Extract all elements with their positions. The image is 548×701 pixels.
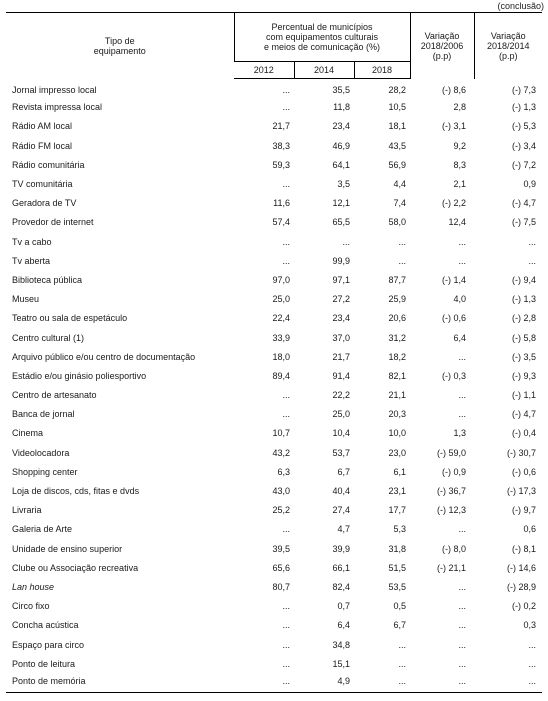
cell-var-2018-2014: (-) 0,2 — [512, 601, 537, 612]
cell-var-2018-2006: 4,0 — [453, 294, 467, 305]
cell-2012: ... — [234, 673, 294, 692]
cell-var-2018-2014: (-) 5,3 — [512, 121, 537, 132]
cell-var-2018-2014: (-) 7,5 — [512, 217, 537, 228]
cell-2012: 22,4 — [272, 313, 290, 324]
row-label: Livraria — [12, 505, 42, 516]
header-var1-line2: 2018/2006 — [420, 40, 464, 51]
cell-var-2018-2014: ... — [528, 639, 537, 650]
cell-var-2018-2014: 0,3 — [523, 620, 537, 631]
row-label: Loja de discos, cds, fitas e dvds — [12, 486, 140, 497]
conclusao-note: (conclusão) — [497, 1, 544, 11]
cell-var-2018-2006: ... — [458, 601, 467, 612]
table-row — [6, 654, 542, 673]
cell-2014: 27,2 — [332, 294, 350, 305]
cell-2018: 7,4 — [393, 198, 407, 209]
cell-var-2018-2006: 1,3 — [453, 428, 467, 439]
cell-var-2018-2006: (-) 8,0 — [442, 543, 467, 554]
cell-2018: 0,5 — [393, 601, 407, 612]
cell-var-2018-2014: (-) 3,5 — [512, 351, 537, 362]
cell-2014: 40,4 — [332, 486, 350, 497]
cell-var-2018-2014: (-) 17,3 — [507, 486, 537, 497]
row-label: Cinema — [12, 428, 44, 439]
table-row — [6, 309, 542, 328]
cell-2018: 43,5 — [388, 140, 407, 151]
table-row — [6, 290, 542, 309]
cell-2014: 46,9 — [332, 140, 350, 151]
header-group — [234, 13, 410, 62]
table-row — [6, 501, 542, 520]
cell-2018: 58,0 — [388, 217, 407, 228]
cell-var-2018-2014: (-) 3,4 — [512, 140, 537, 151]
cell-2014: 66,1 — [332, 562, 350, 573]
cell-2014: 10,4 — [332, 428, 350, 439]
cell-2018: ... — [398, 236, 407, 247]
cell-var-2018-2006: 2,8 — [453, 102, 467, 113]
cell-var-2018-2006: ... — [458, 255, 467, 266]
cell-var-2018-2006: ... — [458, 236, 467, 247]
cell-2012: 25,0 — [272, 294, 290, 305]
table-row — [6, 539, 542, 558]
cell-var-2018-2014: (-) 2,8 — [512, 313, 537, 324]
cell-var-2018-2014: (-) 5,8 — [512, 332, 537, 343]
cell-var-2018-2006: (-) 21,1 — [437, 562, 467, 573]
table-row — [6, 136, 542, 155]
cell-2012: 6,3 — [277, 466, 290, 477]
table-row — [6, 251, 542, 270]
cell-2018: 6,7 — [393, 620, 407, 631]
cell-var-2018-2006: 9,2 — [453, 140, 467, 151]
cell-2012: 11,6 — [273, 198, 290, 209]
header-var1-line1: Variação — [424, 30, 460, 41]
table-row — [6, 174, 542, 193]
row-label: Banca de jornal — [12, 409, 75, 420]
row-label: Estádio e/ou ginásio poliesportivo — [12, 370, 147, 381]
cell-var-2018-2014: (-) 1,3 — [512, 294, 537, 305]
cell-2018: 10,0 — [388, 428, 407, 439]
cell-var-2018-2014: (-) 8,1 — [512, 543, 537, 554]
cell-var-2018-2014: (-) 9,4 — [512, 274, 537, 285]
cell-var-2018-2014: ... — [528, 658, 537, 669]
cell-var-2018-2006: ... — [458, 524, 467, 535]
header-tipo — [6, 13, 234, 79]
cell-2014: 34,8 — [332, 639, 350, 650]
row-label: Clube ou Associação recreativa — [12, 562, 139, 573]
cell-2018: 31,2 — [388, 332, 407, 343]
cell-var-2018-2006: (-) 36,7 — [437, 486, 467, 497]
cell-2018: 17,7 — [388, 505, 407, 516]
cell-var-2018-2006: (-) 0,3 — [442, 370, 467, 381]
row-label: Jornal impresso local — [12, 85, 97, 96]
row-label: Biblioteca pública — [12, 274, 83, 285]
table-row — [6, 347, 542, 366]
cell-2018: ... — [354, 673, 410, 692]
cell-2014: 3,5 — [337, 179, 350, 190]
cell-var-2018-2006: (-) 2,2 — [442, 198, 467, 209]
cell-2012: 65,6 — [272, 562, 290, 573]
table-row — [6, 366, 542, 385]
row-label: Rádio comunitária — [12, 159, 85, 170]
table-row — [6, 577, 542, 596]
cell-2014: 25,0 — [332, 409, 350, 420]
table-row — [6, 673, 542, 692]
table-row — [6, 481, 542, 500]
cell-2012: 25,2 — [272, 505, 290, 516]
row-label: Unidade de ensino superior — [12, 543, 123, 554]
cell-var-2018-2014: (-) 28,9 — [507, 581, 537, 592]
cell-2012: 18,0 — [272, 351, 290, 362]
table-row — [6, 79, 542, 98]
cell-var-2018-2014: (-) 9,3 — [512, 370, 537, 381]
row-label: Circo fixo — [12, 601, 50, 612]
cell-2018: 82,1 — [388, 370, 407, 381]
table-row — [6, 213, 542, 232]
cell-var-2018-2014: ... — [528, 236, 537, 247]
cell-2012: 43,0 — [272, 486, 290, 497]
cell-var-2018-2014: (-) 14,6 — [507, 562, 537, 573]
table-row — [6, 155, 542, 174]
row-label: Shopping center — [12, 466, 78, 477]
table-row — [6, 597, 542, 616]
header-var2-line1: Variação — [490, 30, 526, 41]
table-row — [6, 424, 542, 443]
cell-2012: 33,9 — [272, 332, 290, 343]
header-tipo-line1: Tipo de — [104, 35, 135, 46]
cell-2014: 22,2 — [332, 390, 350, 401]
cell-var-2018-2014: (-) 4,7 — [512, 198, 537, 209]
row-label: Revista impressa local — [12, 102, 103, 113]
cell-2018: 25,9 — [388, 294, 407, 305]
cell-2012: ... — [282, 601, 290, 612]
row-label: Provedor de internet — [12, 217, 94, 228]
table-row — [6, 98, 542, 117]
cell-var-2018-2006: ... — [458, 351, 467, 362]
row-label: Concha acústica — [12, 620, 79, 631]
cell-2014: 27,4 — [332, 505, 350, 516]
cell-2012: 89,4 — [272, 370, 290, 381]
cell-var-2018-2006: ... — [410, 673, 474, 692]
cell-var-2018-2014: (-) 7,3 — [512, 85, 537, 96]
cell-2018: 51,5 — [388, 562, 407, 573]
cell-2014: 23,4 — [332, 313, 350, 324]
cell-2014: 91,4 — [332, 370, 350, 381]
cell-2014: 21,7 — [332, 351, 350, 362]
cell-var-2018-2014: (-) 1,3 — [512, 102, 537, 113]
cell-2018: 21,1 — [388, 390, 407, 401]
row-label: Rádio AM local — [12, 121, 73, 132]
cell-2012: 38,3 — [272, 140, 290, 151]
cell-2014: 6,7 — [337, 466, 350, 477]
cell-2014: 64,1 — [332, 159, 350, 170]
cell-var-2018-2014: (-) 4,7 — [512, 409, 537, 420]
table-row — [6, 270, 542, 289]
cell-var-2018-2014: (-) 9,7 — [512, 505, 537, 516]
cell-var-2018-2006: 8,3 — [453, 159, 467, 170]
cell-2012: 21,7 — [272, 121, 290, 132]
row-label: Lan house — [12, 581, 55, 592]
cell-2012: ... — [282, 639, 290, 650]
cell-2018: 31,8 — [388, 543, 407, 554]
cell-2014: 99,9 — [332, 255, 350, 266]
cell-var-2018-2006: ... — [458, 390, 467, 401]
table-row — [6, 443, 542, 462]
cell-2012: 39,5 — [272, 543, 290, 554]
table-row — [6, 635, 542, 654]
cell-2018: 20,3 — [388, 409, 407, 420]
cell-2014: 0,7 — [337, 601, 350, 612]
cell-2014: 4,9 — [294, 673, 354, 692]
cell-2012: ... — [282, 179, 290, 190]
cell-2014: 12,1 — [332, 198, 350, 209]
table-row — [6, 462, 542, 481]
cell-var-2018-2006: 12,4 — [448, 217, 467, 228]
cell-2014: 4,7 — [337, 524, 350, 535]
header-var-2018-2006 — [410, 13, 474, 79]
cell-2012: ... — [282, 236, 290, 247]
header-group-line2: com equipamentos culturais — [265, 32, 379, 42]
cell-2018: 23,1 — [388, 486, 407, 497]
cell-2014: 11,8 — [333, 102, 350, 113]
cell-2012: ... — [282, 255, 290, 266]
cell-2014: 37,0 — [332, 332, 350, 343]
row-label: Centro de artesanato — [12, 390, 97, 401]
cell-var-2018-2006: (-) 12,3 — [437, 505, 467, 516]
cell-var-2018-2006: (-) 0,9 — [442, 466, 467, 477]
cell-var-2018-2006: (-) 8,6 — [442, 85, 467, 96]
table-row — [6, 558, 542, 577]
cell-2014: 6,4 — [337, 620, 350, 631]
cell-2018: 10,5 — [388, 102, 407, 113]
cell-2012: ... — [282, 620, 290, 631]
table-row — [6, 616, 542, 635]
cell-2018: 28,2 — [388, 85, 407, 96]
table-row — [6, 328, 542, 347]
cell-2014: 15,1 — [332, 658, 350, 669]
row-label: Teatro ou sala de espetáculo — [12, 313, 128, 324]
table-body — [6, 79, 542, 693]
cell-2014: 53,7 — [332, 447, 350, 458]
row-label: TV comunitária — [12, 179, 73, 190]
row-label: Tv a cabo — [12, 236, 52, 247]
header-group-line1: Percentual de municípios — [271, 22, 373, 32]
row-label: Ponto de leitura — [12, 658, 76, 669]
cell-2012: 43,2 — [272, 447, 290, 458]
cell-2012: 80,7 — [272, 581, 290, 592]
row-label: Ponto de memória — [6, 673, 234, 692]
cell-var-2018-2014: ... — [474, 673, 542, 692]
header-tipo-line2: equipamento — [93, 45, 146, 56]
cell-2014: ... — [342, 236, 350, 247]
cell-2018: ... — [398, 255, 407, 266]
cell-var-2018-2006: ... — [458, 620, 467, 631]
cell-2012: ... — [282, 409, 290, 420]
header-var1-line3: (p.p) — [432, 50, 452, 61]
cell-var-2018-2006: (-) 1,4 — [442, 274, 467, 285]
table-row — [6, 405, 542, 424]
cell-var-2018-2014: (-) 0,6 — [512, 466, 537, 477]
cell-2018: 87,7 — [388, 274, 407, 285]
header-year-2012: 2012 — [234, 62, 294, 79]
row-label: Espaço para circo — [12, 639, 85, 650]
header-group-line3: e meios de comunicação (%) — [263, 42, 381, 52]
cell-var-2018-2014: ... — [528, 255, 537, 266]
cell-2018: 6,1 — [393, 466, 407, 477]
header-year-2018: 2018 — [354, 62, 410, 79]
cell-2012: ... — [282, 102, 290, 113]
cell-2018: 4,4 — [393, 179, 407, 190]
cell-2012: 57,4 — [272, 217, 290, 228]
row-label: Galeria de Arte — [12, 524, 73, 535]
cell-var-2018-2006: ... — [458, 639, 467, 650]
cell-var-2018-2014: (-) 0,4 — [512, 428, 537, 439]
row-label: Centro cultural (1) — [12, 332, 85, 343]
cell-2012: 59,3 — [272, 159, 290, 170]
cell-var-2018-2014: (-) 1,1 — [512, 390, 537, 401]
cell-2014: 23,4 — [332, 121, 350, 132]
cell-var-2018-2014: 0,9 — [523, 179, 537, 190]
cell-2018: 18,1 — [388, 121, 407, 132]
cell-var-2018-2006: 2,1 — [453, 179, 467, 190]
cell-2012: ... — [282, 390, 290, 401]
row-label: Museu — [12, 294, 40, 305]
cell-var-2018-2006: ... — [458, 658, 467, 669]
cell-var-2018-2006: 6,4 — [453, 332, 467, 343]
cell-2012: ... — [282, 658, 290, 669]
cell-2014: 82,4 — [332, 581, 350, 592]
row-label: Arquivo público e/ou centro de documentação — [12, 351, 196, 362]
cell-2018: 56,9 — [388, 159, 407, 170]
cell-var-2018-2006: ... — [458, 581, 467, 592]
cell-2018: 23,0 — [388, 447, 407, 458]
cell-var-2018-2006: ... — [458, 409, 467, 420]
table-row — [6, 194, 542, 213]
cell-var-2018-2014: (-) 30,7 — [507, 447, 537, 458]
row-label: Tv aberta — [12, 255, 51, 266]
cell-var-2018-2006: (-) 59,0 — [437, 447, 467, 458]
header-var-2018-2014 — [474, 13, 542, 79]
cell-2018: ... — [398, 639, 407, 650]
cell-2014: 35,5 — [332, 85, 350, 96]
table-row — [6, 117, 542, 136]
cell-2012: 97,0 — [272, 274, 290, 285]
table-row — [6, 386, 542, 405]
cell-2012: ... — [282, 524, 290, 535]
table-row — [6, 232, 542, 251]
cell-2018: ... — [398, 658, 407, 669]
equipment-table — [6, 12, 542, 693]
row-label: Videolocadora — [12, 447, 70, 458]
cell-var-2018-2006: (-) 0,6 — [442, 313, 467, 324]
header-var2-line3: (p.p) — [499, 50, 518, 61]
cell-2014: 97,1 — [332, 274, 350, 285]
cell-2018: 18,2 — [388, 351, 407, 362]
cell-var-2018-2014: 0,6 — [523, 524, 537, 535]
header-var2-line2: 2018/2014 — [486, 40, 530, 51]
cell-2014: 39,9 — [332, 543, 350, 554]
row-label: Geradora de TV — [12, 198, 77, 209]
cell-2012: ... — [282, 85, 290, 96]
cell-2012: 10,7 — [272, 428, 290, 439]
row-label: Rádio FM local — [12, 140, 73, 151]
cell-2018: 5,3 — [393, 524, 407, 535]
cell-var-2018-2014: (-) 7,2 — [512, 159, 537, 170]
cell-2018: 53,5 — [388, 581, 407, 592]
cell-2018: 20,6 — [388, 313, 407, 324]
table-row — [6, 520, 542, 539]
cell-2014: 65,5 — [332, 217, 350, 228]
cell-var-2018-2006: (-) 3,1 — [442, 121, 467, 132]
header-year-2014: 2014 — [294, 62, 354, 79]
